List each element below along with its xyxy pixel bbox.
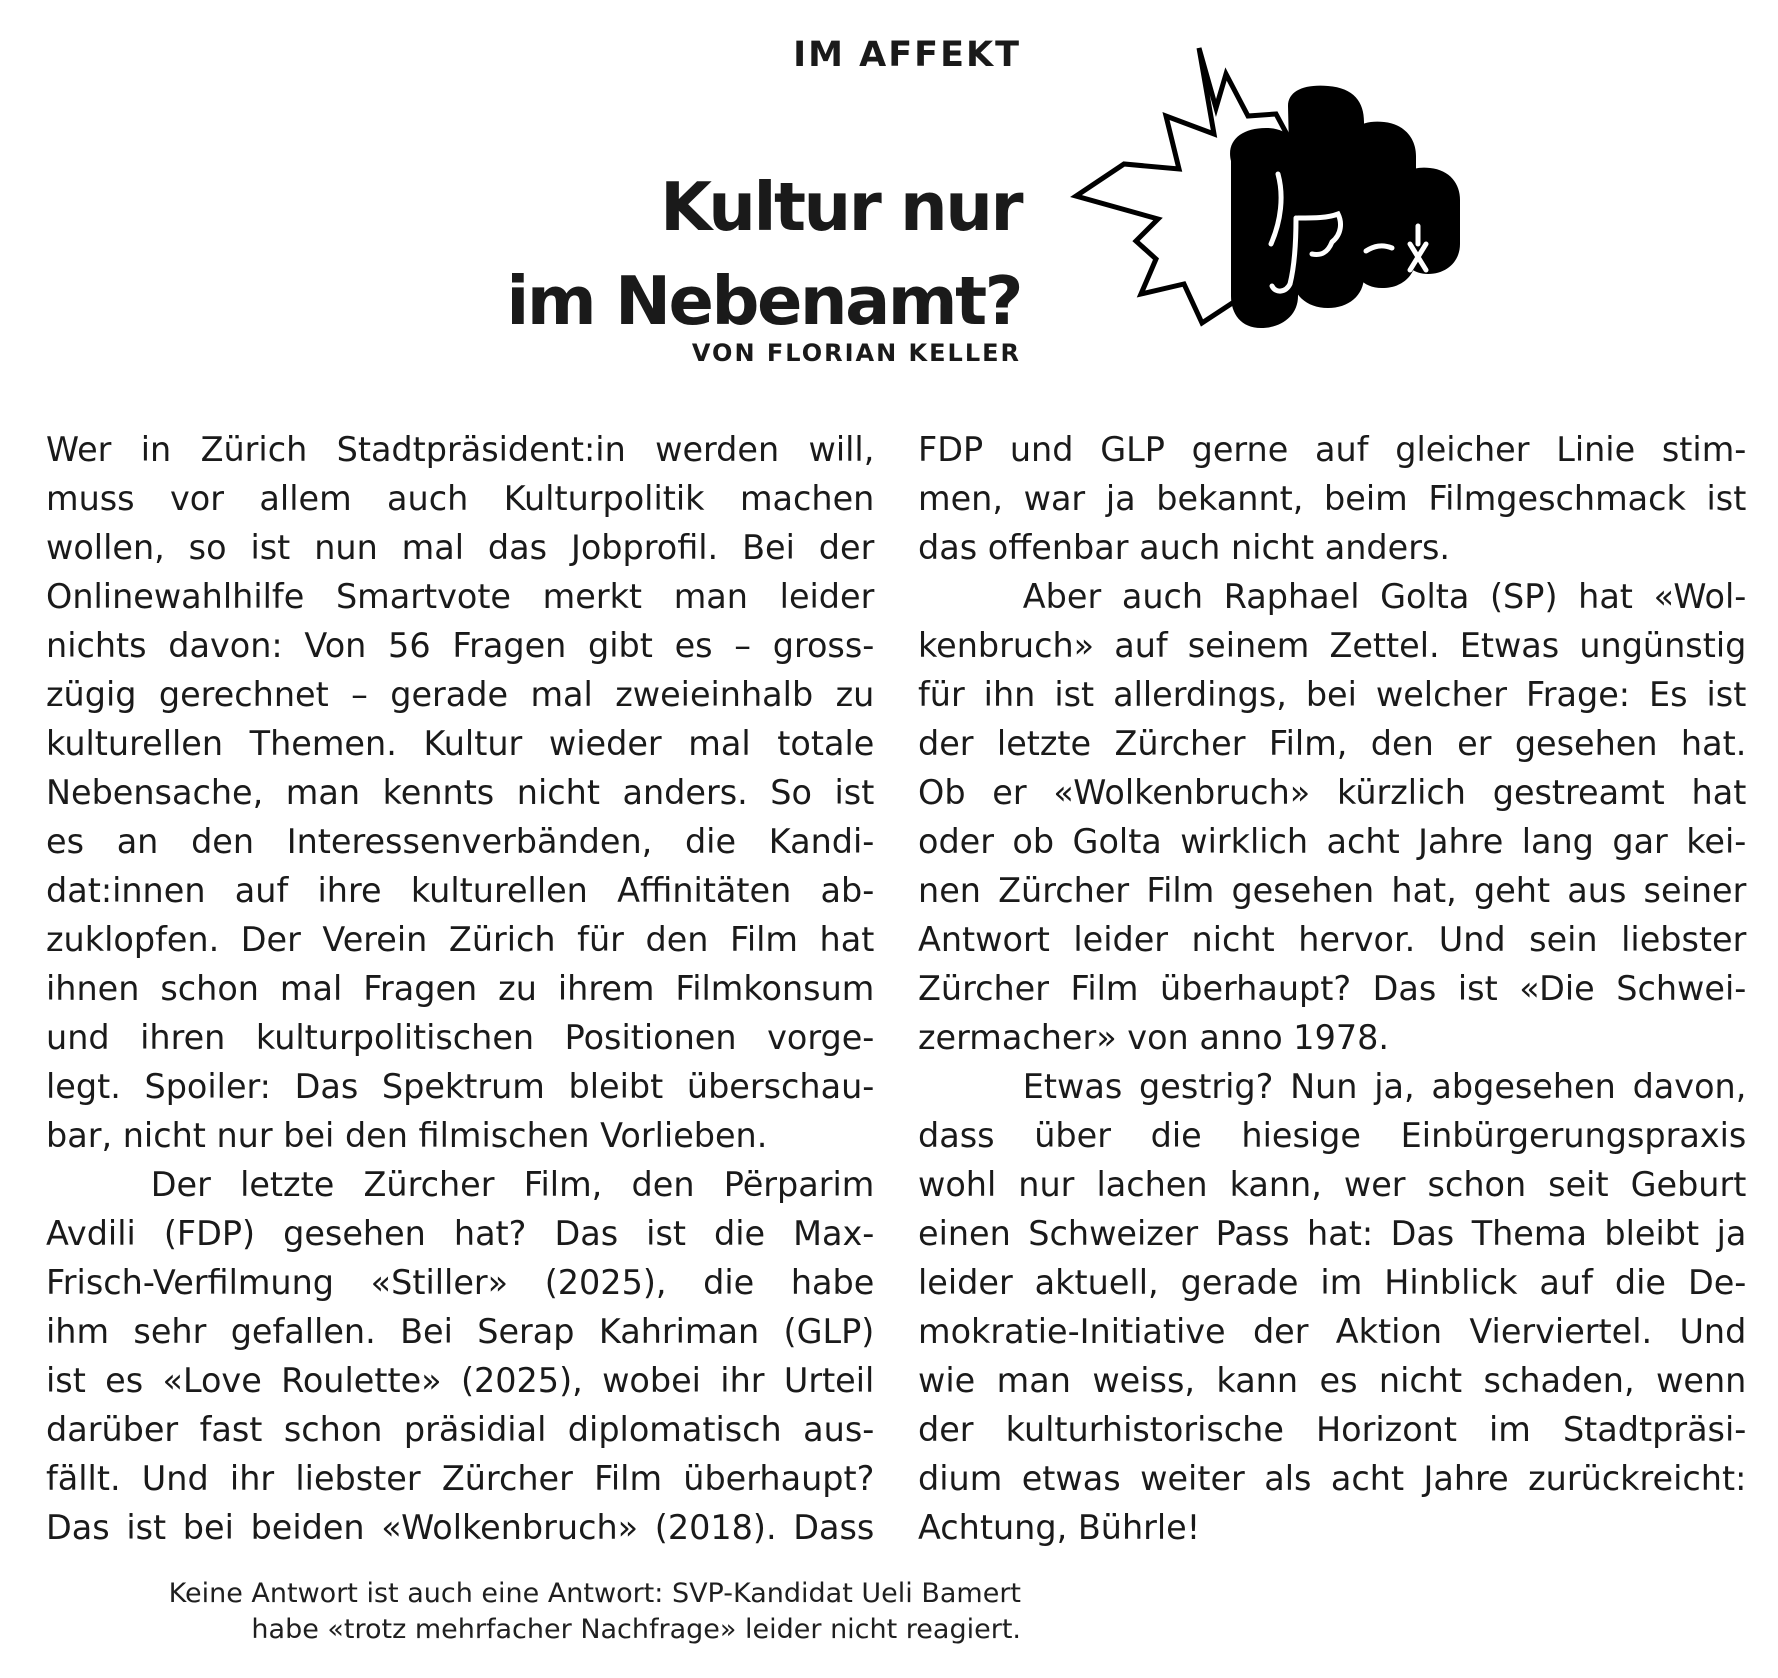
text-line: wollen, so ist nun mal das Jobprofil. Bei der bbox=[46, 528, 875, 567]
text-line: Frisch-Verfilmung «Stiller» (2025), die habe bbox=[46, 1263, 875, 1302]
text-line: wohl nur lachen kann, wer schon seit Geburt bbox=[918, 1165, 1747, 1204]
kicker: IM AFFEKT bbox=[793, 35, 1021, 75]
text-line: Das ist bei beiden «Wolkenbruch» (2018). Dass bbox=[46, 1508, 875, 1547]
text-line: Zürcher Film überhaupt? Das ist «Die Schwei- bbox=[918, 969, 1747, 1008]
text-line: Avdili (FDP) gesehen hat? Das ist die Max- bbox=[46, 1214, 875, 1253]
text-line: es an den Interessenverbänden, die Kandi- bbox=[46, 822, 875, 861]
text-line: kenbruch» auf seinem Zettel. Etwas ungünstig bbox=[918, 626, 1747, 665]
article-column-left bbox=[46, 425, 874, 1552]
text-line: leider aktuell, gerade im Hinblick auf die De- bbox=[918, 1263, 1747, 1302]
text-line: das offenbar auch nicht anders. bbox=[918, 528, 1451, 567]
text-line: dass über die hiesige Einbürgerungspraxis bbox=[918, 1116, 1747, 1155]
text-line: ihnen schon mal Fragen zu ihrem Filmkonsum bbox=[46, 969, 875, 1008]
text-line: men, war ja bekannt, beim Filmgeschmack ist bbox=[918, 479, 1747, 518]
text-line: oder ob Golta wirklich acht Jahre lang gar kei- bbox=[918, 822, 1747, 861]
text-line: einen Schweizer Pass hat: Das Thema bleibt ja bbox=[918, 1214, 1747, 1253]
headline-line-1: Kultur nur bbox=[660, 168, 1021, 246]
caption-line-2: habe «trotz mehrfacher Nachfrage» leider nicht reagiert. bbox=[251, 1614, 1021, 1645]
text-line: fällt. Und ihr liebster Zürcher Film überhaupt? bbox=[46, 1459, 875, 1498]
text-line: für ihn ist allerdings, bei welcher Frage: Es ist bbox=[918, 675, 1747, 714]
text-line: Onlinewahlhilfe Smartvote merkt man leider bbox=[46, 577, 875, 616]
text-line: mokratie-Initiative der Aktion Vierviertel. Und bbox=[918, 1312, 1747, 1351]
text-line: nichts davon: Von 56 Fragen gibt es – gross- bbox=[46, 626, 875, 665]
text-line: Aber auch Raphael Golta (SP) hat «Wol- bbox=[1022, 577, 1747, 616]
headline-line-2: im Nebenamt? bbox=[506, 262, 1021, 340]
text-line: Antwort leider nicht hervor. Und sein liebster bbox=[918, 920, 1747, 959]
text-line: ihm sehr gefallen. Bei Serap Kahriman (GLP) bbox=[46, 1312, 875, 1351]
text-line: der letzte Zürcher Film, den er gesehen hat. bbox=[918, 724, 1747, 763]
text-line: Der letzte Zürcher Film, den Përparim bbox=[150, 1165, 875, 1204]
text-line: legt. Spoiler: Das Spektrum bleibt überschau- bbox=[46, 1067, 875, 1106]
text-line: und ihren kulturpolitischen Positionen vorge- bbox=[46, 1018, 875, 1057]
text-line: Ob er «Wolkenbruch» kürzlich gestreamt hat bbox=[918, 773, 1747, 812]
text-line: zermacher» von anno 1978. bbox=[918, 1018, 1390, 1057]
text-line: Nebensache, man kennts nicht anders. So ist bbox=[46, 773, 875, 812]
text-line: Wer in Zürich Stadtpräsident:in werden will, bbox=[46, 430, 875, 469]
text-line: dat:innen auf ihre kulturellen Affinitäten ab- bbox=[46, 871, 875, 910]
text-line: darüber fast schon präsidial diplomatisch aus- bbox=[46, 1410, 875, 1449]
headline bbox=[506, 160, 1021, 348]
text-line: kulturellen Themen. Kultur wieder mal totale bbox=[46, 724, 875, 763]
text-line: bar, nicht nur bei den filmischen Vorlieben. bbox=[46, 1116, 768, 1155]
text-line: dium etwas weiter als acht Jahre zurückreicht: bbox=[918, 1459, 1747, 1498]
text-line: wie man weiss, kann es nicht schaden, wenn bbox=[918, 1361, 1747, 1400]
text-line: Achtung, Bührle! bbox=[918, 1508, 1201, 1547]
article-column-right bbox=[918, 425, 1746, 1552]
byline: VON FLORIAN KELLER bbox=[691, 339, 1021, 367]
text-line: muss vor allem auch Kulturpolitik machen bbox=[46, 479, 875, 518]
text-line: nen Zürcher Film gesehen hat, geht aus seiner bbox=[918, 871, 1747, 910]
text-line: ist es «Love Roulette» (2025), wobei ihr Urteil bbox=[46, 1361, 875, 1400]
caption-line-1: Keine Antwort ist auch eine Antwort: SVP-Kandidat Ueli Bamert bbox=[168, 1578, 1021, 1609]
text-line: Etwas gestrig? Nun ja, abgesehen davon, bbox=[1022, 1067, 1747, 1106]
text-line: der kulturhistorische Horizont im Stadtpräsi- bbox=[918, 1410, 1747, 1449]
footnote-caption bbox=[169, 1576, 1021, 1648]
fist-punch-burst-icon bbox=[1066, 46, 1481, 371]
text-line: zügig gerechnet – gerade mal zweieinhalb zu bbox=[46, 675, 875, 714]
text-line: FDP und GLP gerne auf gleicher Linie stim- bbox=[918, 430, 1747, 469]
text-line: zuklopfen. Der Verein Zürich für den Film hat bbox=[46, 920, 875, 959]
